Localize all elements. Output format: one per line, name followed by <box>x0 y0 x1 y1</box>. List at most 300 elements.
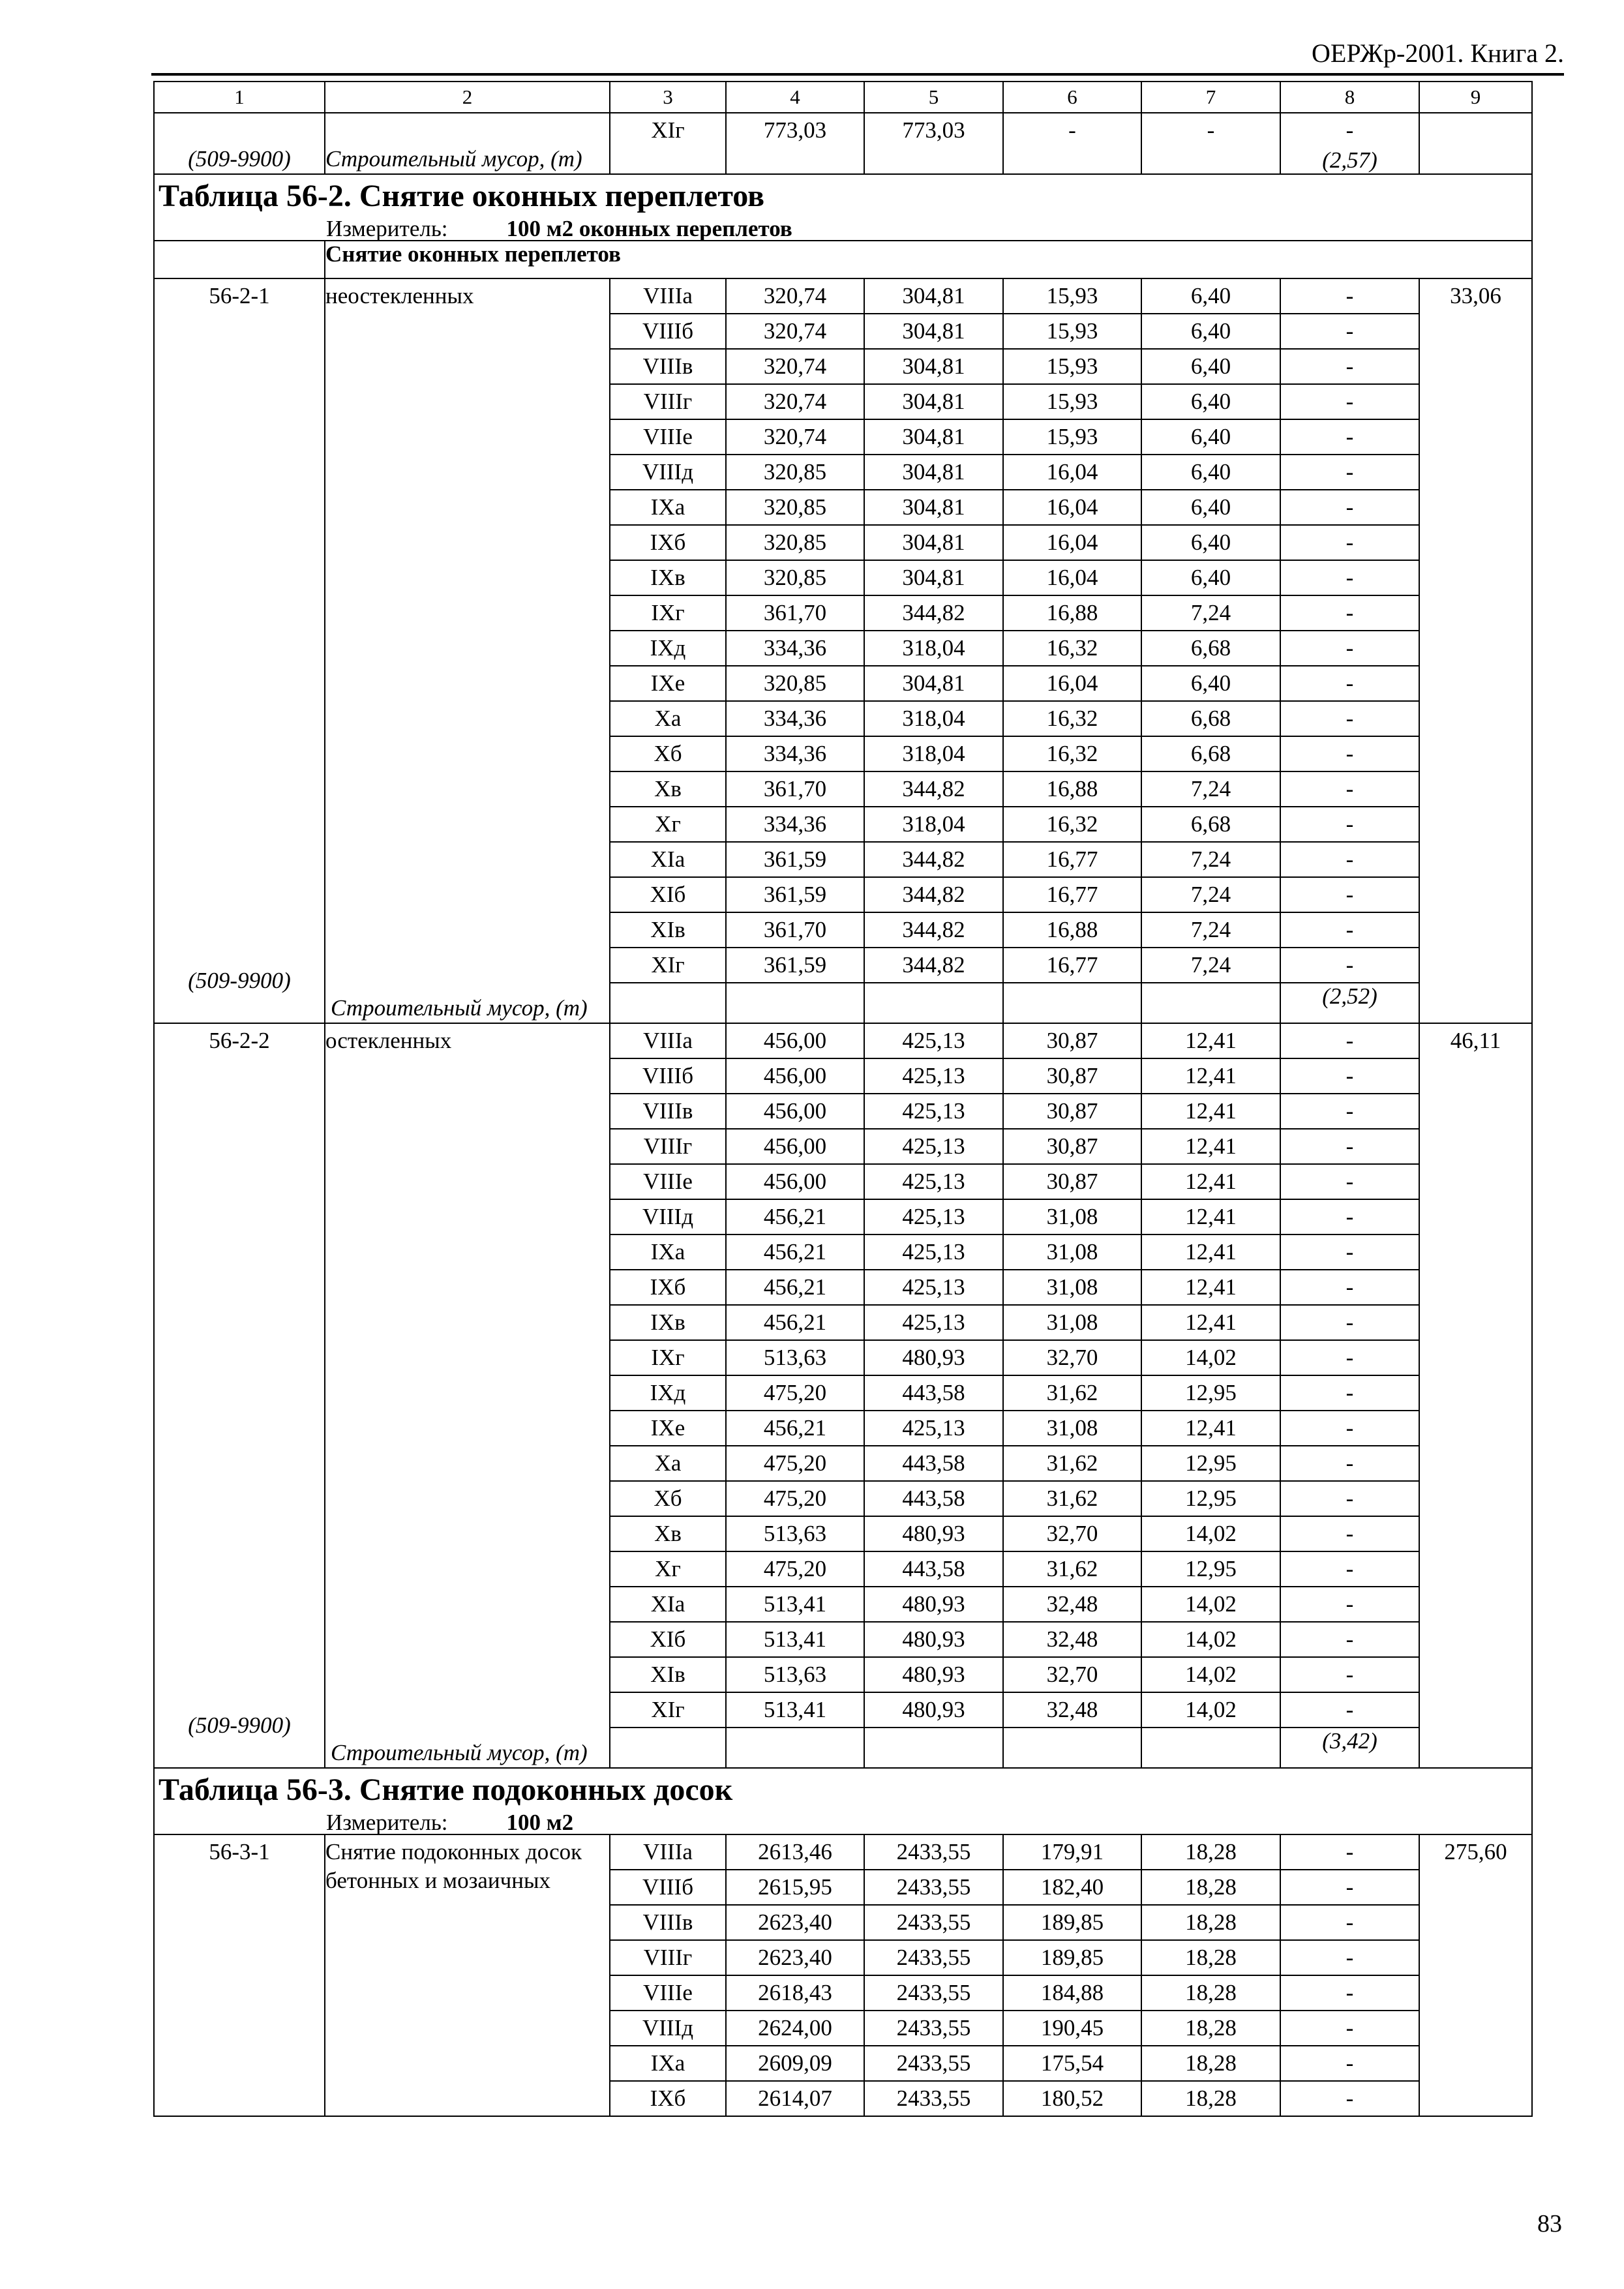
item-code: 56-3-1 <box>209 1839 270 1864</box>
zone-cell: VIIIв <box>610 349 726 384</box>
value-cell: 12,95 <box>1141 1481 1280 1516</box>
zone-cell: IXб <box>610 2081 726 2116</box>
value-cell: 320,85 <box>726 455 864 490</box>
waste-cell <box>1280 983 1419 1023</box>
value-cell: 12,41 <box>1141 1270 1280 1305</box>
value-cell: 15,93 <box>1003 278 1141 314</box>
value-cell: 12,95 <box>1141 1551 1280 1587</box>
value-cell: 425,13 <box>864 1199 1003 1234</box>
item-name-cell <box>325 1023 610 1768</box>
value-cell: 7,24 <box>1141 595 1280 631</box>
table-row <box>154 1834 1532 1870</box>
value-cell: 31,62 <box>1003 1375 1141 1411</box>
waste-cell <box>864 1728 1003 1768</box>
value-cell: - <box>1280 278 1419 314</box>
zone-cell: Xа <box>610 1446 726 1481</box>
rates-table <box>153 81 1533 2117</box>
value-cell: 456,00 <box>726 1129 864 1164</box>
value-cell: 361,70 <box>726 771 864 807</box>
section-header-cell <box>154 1768 1532 1834</box>
column-number: 8 <box>1280 82 1419 113</box>
value-cell: 12,41 <box>1141 1094 1280 1129</box>
value-cell: - <box>1280 314 1419 349</box>
value-cell: 12,95 <box>1141 1446 1280 1481</box>
value-cell: 16,04 <box>1003 666 1141 701</box>
value-cell: 16,04 <box>1003 525 1141 560</box>
zone-cell: VIIIг <box>610 1129 726 1164</box>
value-cell: 184,88 <box>1003 1975 1141 2011</box>
value-cell: - <box>1280 1129 1419 1164</box>
value-cell: 443,58 <box>864 1446 1003 1481</box>
item-name: остекленных <box>325 1028 452 1053</box>
value-cell: 18,28 <box>1141 2011 1280 2046</box>
value-cell: 513,41 <box>726 1692 864 1728</box>
value-cell: 30,87 <box>1003 1094 1141 1129</box>
zone-cell: XIг <box>610 113 726 174</box>
value-cell: 30,87 <box>1003 1164 1141 1199</box>
value-cell: 15,93 <box>1003 349 1141 384</box>
column-number: 6 <box>1003 82 1141 113</box>
zone-cell: VIIIг <box>610 384 726 419</box>
value-cell: 344,82 <box>864 595 1003 631</box>
value-cell: 2433,55 <box>864 1975 1003 2011</box>
value-cell: 7,24 <box>1141 948 1280 983</box>
value-cell: 475,20 <box>726 1481 864 1516</box>
value-cell: - <box>1280 912 1419 948</box>
zone-cell: VIIIд <box>610 1199 726 1234</box>
value-cell: 480,93 <box>864 1692 1003 1728</box>
value-cell: 304,81 <box>864 560 1003 595</box>
value-cell: 344,82 <box>864 877 1003 912</box>
value-cell: - <box>1280 525 1419 560</box>
value-cell: - <box>1280 384 1419 419</box>
value-cell: 18,28 <box>1141 1834 1280 1870</box>
value-cell: 475,20 <box>726 1446 864 1481</box>
zone-cell: VIIIе <box>610 1164 726 1199</box>
value-cell: 425,13 <box>864 1270 1003 1305</box>
value-cell: 2433,55 <box>864 2011 1003 2046</box>
zone-cell: VIIIд <box>610 2011 726 2046</box>
column-number: 5 <box>864 82 1003 113</box>
value-cell: - <box>1280 2046 1419 2081</box>
waste-cell <box>1003 1728 1141 1768</box>
value-cell: 6,40 <box>1141 349 1280 384</box>
zone-cell: VIIIа <box>610 278 726 314</box>
value-cell: - <box>1280 1164 1419 1199</box>
value-cell: 2433,55 <box>864 2046 1003 2081</box>
value-cell: - <box>1280 631 1419 666</box>
zone-cell: VIIIе <box>610 419 726 455</box>
value-cell: 6,40 <box>1141 455 1280 490</box>
value-cell: - <box>1280 842 1419 877</box>
waste-cell <box>1141 1728 1280 1768</box>
value-cell: 16,88 <box>1003 912 1141 948</box>
value-cell: 344,82 <box>864 912 1003 948</box>
value-cell: 6,40 <box>1141 419 1280 455</box>
value-cell: 320,74 <box>726 384 864 419</box>
value-cell: 304,81 <box>864 525 1003 560</box>
value-cell: 31,08 <box>1003 1411 1141 1446</box>
value-cell: 189,85 <box>1003 1940 1141 1975</box>
zone-cell: Xг <box>610 807 726 842</box>
zone-cell: IXд <box>610 1375 726 1411</box>
rates-table-body <box>154 82 1532 2116</box>
value-cell: 344,82 <box>864 771 1003 807</box>
measure-label: Измеритель: <box>326 216 448 241</box>
zone-cell: VIIIб <box>610 1058 726 1094</box>
value-cell: 334,36 <box>726 701 864 736</box>
value-cell: 31,62 <box>1003 1481 1141 1516</box>
zone-cell: VIIIв <box>610 1094 726 1129</box>
zone-cell: IXд <box>610 631 726 666</box>
value-cell: 318,04 <box>864 736 1003 771</box>
waste-name: Строительный мусор, (т) <box>331 995 588 1021</box>
value-cell: 175,54 <box>1003 2046 1141 2081</box>
section-header-cell <box>154 174 1532 241</box>
value-cell: 334,36 <box>726 736 864 771</box>
value-cell: 425,13 <box>864 1129 1003 1164</box>
value-cell: 456,21 <box>726 1411 864 1446</box>
value-cell: 14,02 <box>1141 1587 1280 1622</box>
value-cell: 475,20 <box>726 1375 864 1411</box>
value-cell: 6,68 <box>1141 631 1280 666</box>
value-cell: 456,00 <box>726 1058 864 1094</box>
table-row <box>154 278 1532 314</box>
zone-cell: IXб <box>610 1270 726 1305</box>
value-cell: 32,48 <box>1003 1692 1141 1728</box>
value-cell: - <box>1280 349 1419 384</box>
value-cell: 320,85 <box>726 666 864 701</box>
value-cell: 7,24 <box>1141 771 1280 807</box>
value-cell: - <box>1280 948 1419 983</box>
value-cell: 6,68 <box>1141 807 1280 842</box>
item-name-cell <box>325 278 610 1023</box>
value-cell: - <box>1280 1270 1419 1305</box>
value-cell: 513,41 <box>726 1587 864 1622</box>
value-cell: 16,77 <box>1003 948 1141 983</box>
table-title: Таблица 56-3. Снятие подоконных досок <box>158 1773 733 1807</box>
total-cell: 46,11 <box>1419 1023 1532 1768</box>
value-cell: 480,93 <box>864 1340 1003 1375</box>
section-header-row <box>154 1768 1532 1834</box>
value-cell: 480,93 <box>864 1622 1003 1657</box>
value-cell: 443,58 <box>864 1551 1003 1587</box>
value-cell: - <box>1280 1340 1419 1375</box>
value-cell: 361,70 <box>726 912 864 948</box>
group-title: Снятие оконных переплетов <box>325 241 1532 278</box>
value-cell: 31,08 <box>1003 1305 1141 1340</box>
value-cell: 320,85 <box>726 560 864 595</box>
value-cell: 2433,55 <box>864 1834 1003 1870</box>
value-cell: - <box>1280 1905 1419 1940</box>
value-cell: 16,04 <box>1003 455 1141 490</box>
measure-label: Измеритель: <box>326 1810 448 1835</box>
value-cell: 32,48 <box>1003 1587 1141 1622</box>
zone-cell: VIIIб <box>610 1870 726 1905</box>
value-cell: 12,41 <box>1141 1023 1280 1058</box>
value-cell: 513,63 <box>726 1657 864 1692</box>
value-cell: 16,04 <box>1003 490 1141 525</box>
value-cell: 334,36 <box>726 631 864 666</box>
value-cell: 6,40 <box>1141 666 1280 701</box>
value-cell: 304,81 <box>864 349 1003 384</box>
value-cell: - <box>1280 877 1419 912</box>
value-cell: - <box>1280 490 1419 525</box>
zone-cell: IXа <box>610 490 726 525</box>
table-row <box>154 113 1532 174</box>
value-cell: 12,41 <box>1141 1129 1280 1164</box>
value-cell: - <box>1280 1587 1419 1622</box>
value-cell: 443,58 <box>864 1481 1003 1516</box>
value-cell: 344,82 <box>864 948 1003 983</box>
value-cell: 2623,40 <box>726 1905 864 1940</box>
waste-cell <box>1280 1728 1419 1768</box>
value-cell: 18,28 <box>1141 1870 1280 1905</box>
item-name: Снятие подоконных досок бетонных и мозаичных <box>325 1839 582 1893</box>
value-cell: 31,62 <box>1003 1446 1141 1481</box>
value-cell: 190,45 <box>1003 2011 1141 2046</box>
value-cell: - <box>1280 1305 1419 1340</box>
waste-cell <box>1003 983 1141 1023</box>
value-cell: 14,02 <box>1141 1622 1280 1657</box>
value-cell: 12,41 <box>1141 1305 1280 1340</box>
value-cell: - <box>1280 1411 1419 1446</box>
zone-cell: IXа <box>610 1234 726 1270</box>
item-code: 56-2-2 <box>209 1028 270 1053</box>
value-cell: 304,81 <box>864 384 1003 419</box>
waste-value: (2,57) <box>1322 147 1377 173</box>
value-cell: - <box>1280 2081 1419 2116</box>
value-cell: 2624,00 <box>726 2011 864 2046</box>
empty-cell <box>1419 113 1532 174</box>
value-cell: - <box>1280 1058 1419 1094</box>
header-rule <box>151 73 1564 76</box>
value-cell: 2618,43 <box>726 1975 864 2011</box>
value-cell: 456,00 <box>726 1094 864 1129</box>
value-cell: 12,41 <box>1141 1164 1280 1199</box>
value-cell: 456,00 <box>726 1164 864 1199</box>
value-cell: 2609,09 <box>726 2046 864 2081</box>
value-cell: 443,58 <box>864 1375 1003 1411</box>
value-cell: 16,32 <box>1003 736 1141 771</box>
zone-cell: VIIIг <box>610 1940 726 1975</box>
value-cell: 513,41 <box>726 1622 864 1657</box>
value-cell: 16,88 <box>1003 595 1141 631</box>
item-name: неостекленных <box>325 283 474 308</box>
total-cell: 33,06 <box>1419 278 1532 1023</box>
value-cell: 30,87 <box>1003 1023 1141 1058</box>
value-cell: 31,62 <box>1003 1551 1141 1587</box>
waste-code: (509-9900) <box>188 1713 291 1738</box>
value-cell: 334,36 <box>726 807 864 842</box>
zone-cell: XIб <box>610 1622 726 1657</box>
value-cell: 18,28 <box>1141 2046 1280 2081</box>
value-cell: 7,24 <box>1141 842 1280 877</box>
zone-cell: IXв <box>610 560 726 595</box>
table-title: Таблица 56-2. Снятие оконных переплетов <box>158 179 765 213</box>
value-cell: 361,70 <box>726 595 864 631</box>
value-cell: 513,63 <box>726 1516 864 1551</box>
group-spacer <box>154 241 325 278</box>
zone-cell: XIа <box>610 842 726 877</box>
value-cell: 18,28 <box>1141 1905 1280 1940</box>
item-name-cell <box>325 113 610 174</box>
value-cell: - <box>1003 113 1141 174</box>
value-cell: - <box>1280 1870 1419 1905</box>
value-cell: 182,40 <box>1003 1870 1141 1905</box>
waste-code: (509-9900) <box>188 146 291 172</box>
value-cell: - <box>1141 113 1280 174</box>
value-cell: 425,13 <box>864 1411 1003 1446</box>
value-cell: - <box>1280 1199 1419 1234</box>
item-code-cell <box>154 278 325 1023</box>
value-cell: 318,04 <box>864 701 1003 736</box>
waste-value: (3,42) <box>1322 1728 1377 1754</box>
value-cell: 320,74 <box>726 278 864 314</box>
value-cell: 32,70 <box>1003 1340 1141 1375</box>
value-cell: - <box>1280 1023 1419 1058</box>
zone-cell: VIIIа <box>610 1023 726 1058</box>
zone-cell: XIг <box>610 1692 726 1728</box>
value-cell: 12,41 <box>1141 1058 1280 1094</box>
value-cell <box>1280 113 1419 174</box>
value-cell: 179,91 <box>1003 1834 1141 1870</box>
value-cell: 14,02 <box>1141 1657 1280 1692</box>
total-cell: 275,60 <box>1419 1834 1532 2116</box>
waste-cell <box>1141 983 1280 1023</box>
value-cell: 180,52 <box>1003 2081 1141 2116</box>
value-cell: 456,21 <box>726 1270 864 1305</box>
item-code: 56-2-1 <box>209 283 270 308</box>
waste-cell <box>610 983 726 1023</box>
value-cell: 31,08 <box>1003 1199 1141 1234</box>
value-cell: 15,93 <box>1003 419 1141 455</box>
value-cell: 2614,07 <box>726 2081 864 2116</box>
value-cell: 2433,55 <box>864 1905 1003 1940</box>
waste-cell <box>610 1728 726 1768</box>
item-name-cell <box>325 1834 610 2116</box>
value-cell: 318,04 <box>864 631 1003 666</box>
value-cell: 15,93 <box>1003 314 1141 349</box>
value-cell: 480,93 <box>864 1587 1003 1622</box>
zone-cell: XIв <box>610 1657 726 1692</box>
value-cell: 189,85 <box>1003 1905 1141 1940</box>
value-cell: - <box>1280 595 1419 631</box>
value-cell: - <box>1280 1234 1419 1270</box>
value-cell: 304,81 <box>864 314 1003 349</box>
dash-value: - <box>1346 117 1354 143</box>
zone-cell: VIIIд <box>610 455 726 490</box>
value-cell: 425,13 <box>864 1305 1003 1340</box>
value-cell: 16,77 <box>1003 842 1141 877</box>
value-cell: 361,59 <box>726 842 864 877</box>
value-cell: 425,13 <box>864 1164 1003 1199</box>
value-cell: 480,93 <box>864 1516 1003 1551</box>
zone-cell: IXг <box>610 595 726 631</box>
zone-cell: Xб <box>610 1481 726 1516</box>
value-cell: 320,85 <box>726 525 864 560</box>
value-cell: - <box>1280 807 1419 842</box>
value-cell: 304,81 <box>864 455 1003 490</box>
zone-cell: Xв <box>610 1516 726 1551</box>
value-cell: 12,41 <box>1141 1199 1280 1234</box>
value-cell: 31,08 <box>1003 1270 1141 1305</box>
waste-cell <box>726 1728 864 1768</box>
value-cell: 12,95 <box>1141 1375 1280 1411</box>
document-header-title: ОЕРЖр-2001. Книга 2. <box>1312 38 1564 68</box>
value-cell: 7,24 <box>1141 912 1280 948</box>
value-cell: 361,59 <box>726 948 864 983</box>
zone-cell: IXб <box>610 525 726 560</box>
value-cell: 425,13 <box>864 1234 1003 1270</box>
zone-cell: Xб <box>610 736 726 771</box>
zone-cell: IXе <box>610 1411 726 1446</box>
value-cell: - <box>1280 455 1419 490</box>
value-cell: 304,81 <box>864 490 1003 525</box>
value-cell: 15,93 <box>1003 384 1141 419</box>
value-cell: 320,74 <box>726 419 864 455</box>
zone-cell: VIIIв <box>610 1905 726 1940</box>
value-cell: 18,28 <box>1141 2081 1280 2116</box>
value-cell: 16,04 <box>1003 560 1141 595</box>
value-cell: - <box>1280 1834 1419 1870</box>
value-cell: 456,21 <box>726 1234 864 1270</box>
value-cell: 16,32 <box>1003 701 1141 736</box>
value-cell: 6,40 <box>1141 278 1280 314</box>
value-cell: - <box>1280 560 1419 595</box>
value-cell: 513,63 <box>726 1340 864 1375</box>
column-number: 3 <box>610 82 726 113</box>
value-cell: - <box>1280 701 1419 736</box>
value-cell: 14,02 <box>1141 1692 1280 1728</box>
value-cell: 32,70 <box>1003 1516 1141 1551</box>
value-cell: 18,28 <box>1141 1975 1280 2011</box>
value-cell: - <box>1280 1940 1419 1975</box>
value-cell: 7,24 <box>1141 877 1280 912</box>
zone-cell: IXе <box>610 666 726 701</box>
group-row <box>154 241 1532 278</box>
value-cell: 2615,95 <box>726 1870 864 1905</box>
zone-cell: VIIIе <box>610 1975 726 2011</box>
item-code-cell <box>154 113 325 174</box>
zone-cell: VIIIб <box>610 314 726 349</box>
value-cell: 6,40 <box>1141 490 1280 525</box>
value-cell: 304,81 <box>864 278 1003 314</box>
column-number-row <box>154 82 1532 113</box>
zone-cell: IXв <box>610 1305 726 1340</box>
zone-cell: XIг <box>610 948 726 983</box>
table-row <box>154 1023 1532 1058</box>
value-cell: 12,41 <box>1141 1234 1280 1270</box>
waste-cell <box>726 983 864 1023</box>
value-cell: 320,74 <box>726 314 864 349</box>
column-number: 4 <box>726 82 864 113</box>
value-cell: 320,74 <box>726 349 864 384</box>
value-cell: 16,32 <box>1003 631 1141 666</box>
value-cell: 6,40 <box>1141 384 1280 419</box>
value-cell: 30,87 <box>1003 1129 1141 1164</box>
value-cell: 16,77 <box>1003 877 1141 912</box>
value-cell: 361,59 <box>726 877 864 912</box>
value-cell: 2433,55 <box>864 2081 1003 2116</box>
value-cell: 6,40 <box>1141 560 1280 595</box>
value-cell: 12,41 <box>1141 1411 1280 1446</box>
value-cell: 304,81 <box>864 419 1003 455</box>
waste-name: Строительный мусор, (т) <box>331 1740 588 1765</box>
value-cell: - <box>1280 771 1419 807</box>
value-cell: - <box>1280 1375 1419 1411</box>
value-cell: 16,88 <box>1003 771 1141 807</box>
